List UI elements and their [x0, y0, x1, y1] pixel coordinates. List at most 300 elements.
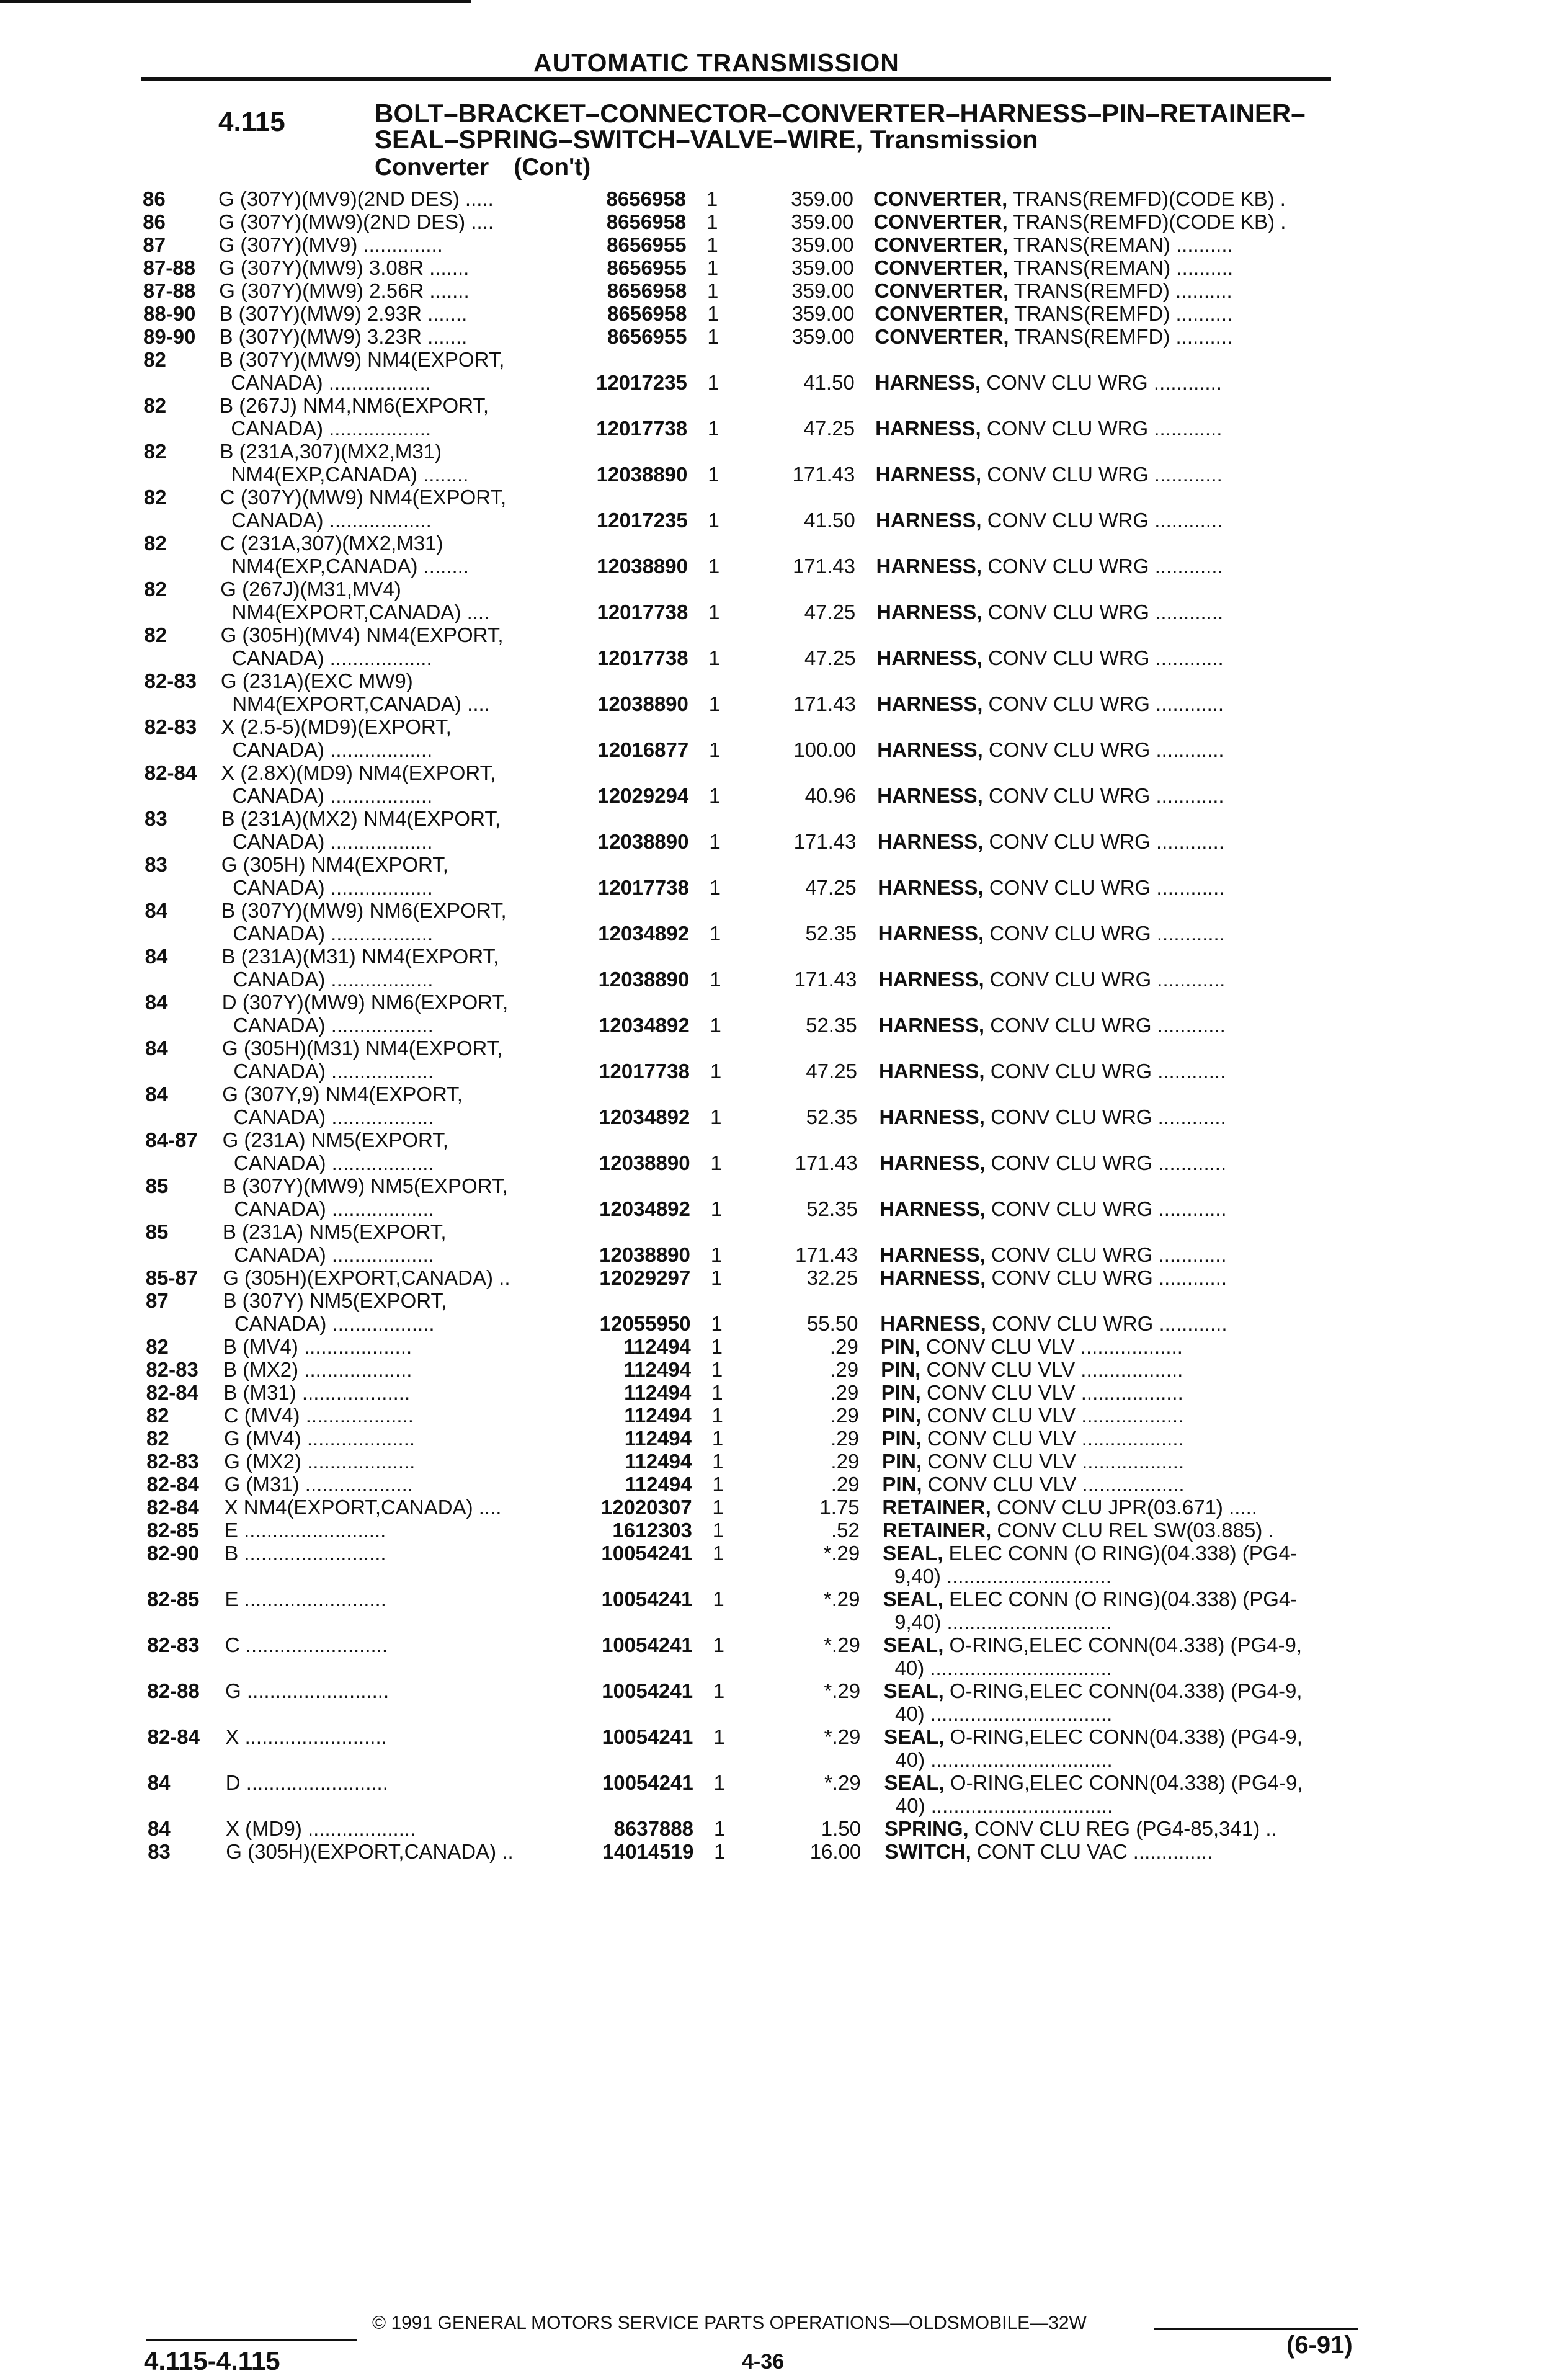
quantity: 1: [713, 1679, 725, 1702]
application-text: D (307Y)(MW9) NM6(EXPORT,: [221, 991, 509, 1014]
quantity: 1: [711, 1427, 724, 1450]
part-number: 10054241: [601, 1542, 693, 1565]
quantity: 1: [713, 1725, 725, 1748]
application-text: G (307Y)(MW9)(2ND DES) ....: [218, 210, 494, 233]
figure-number: 82: [146, 1404, 169, 1427]
part-name: PIN,: [881, 1381, 921, 1404]
part-name: HARNESS,: [875, 371, 981, 394]
quantity: 1: [711, 1404, 723, 1427]
part-number: 12029294: [597, 784, 689, 807]
figure-number: 87: [146, 1289, 169, 1312]
figure-number: 88-90: [143, 302, 196, 325]
part-name: HARNESS,: [879, 1151, 986, 1174]
part-name: RETAINER,: [882, 1519, 992, 1542]
section-title: BOLT–BRACKET–CONNECTOR–CONVERTER–HARNESS–PIN–RETAINER–SEAL–SPRING–SWITCH–VALVE–WIRE, Transmission: [375, 99, 1306, 154]
part-name: HARNESS,: [880, 1243, 986, 1266]
part-number: 8656958: [607, 302, 687, 325]
section-subtitle-text: Converter: [375, 154, 489, 181]
application-text: NM4(EXP,CANADA) ........: [220, 463, 469, 486]
part-name: SEAL,: [884, 1771, 945, 1794]
figure-number: 82: [146, 1427, 169, 1450]
list-price: 47.25: [803, 417, 855, 440]
part-description: HARNESS, CONV CLU WRG ............: [880, 1266, 1227, 1289]
list-price: 41.50: [803, 371, 855, 394]
list-price: *.29: [824, 1679, 861, 1702]
part-description: CONVERTER, TRANS(REMFD) ..........: [874, 279, 1232, 302]
quantity: 1: [709, 922, 721, 945]
part-name: HARNESS,: [878, 968, 984, 991]
part-description: 40) ................................: [883, 1656, 1112, 1679]
part-name: PIN,: [882, 1473, 922, 1496]
part-number: 12017738: [599, 1060, 690, 1083]
part-description: HARNESS, CONV CLU WRG ............: [879, 1060, 1226, 1083]
application-text: E .........................: [225, 1588, 386, 1610]
application-text: C (307Y)(MW9) NM4(EXPORT,: [220, 486, 507, 509]
list-price: 171.43: [793, 830, 857, 853]
part-number: 12034892: [599, 1105, 690, 1128]
list-price: 359.00: [791, 187, 853, 210]
part-number: 12038890: [597, 692, 688, 715]
application-text: CANADA) ..................: [219, 371, 431, 394]
list-price: 1.75: [819, 1496, 860, 1519]
figure-number: 82: [143, 486, 167, 509]
quantity: 1: [711, 1358, 723, 1381]
application-text: B (231A,307)(MX2,M31): [220, 440, 442, 463]
part-description: SPRING, CONV CLU REG (PG4-85,341) ..: [884, 1817, 1277, 1840]
application-text: CANADA) ..................: [222, 1197, 434, 1220]
part-name: HARNESS,: [880, 1312, 986, 1335]
part-name: HARNESS,: [880, 1266, 986, 1289]
part-number: 12020307: [600, 1496, 692, 1519]
list-price: *.29: [823, 1588, 860, 1610]
part-number: 112494: [624, 1381, 692, 1404]
quantity: 1: [711, 1312, 723, 1335]
quantity: 1: [709, 738, 721, 761]
application-text: CANADA) ..................: [221, 968, 434, 991]
quantity: 1: [708, 601, 720, 623]
footer-edition: (6-91): [1286, 2331, 1353, 2359]
page-title: AUTOMATIC TRANSMISSION: [533, 48, 899, 77]
part-description: PIN, CONV CLU VLV ..................: [882, 1473, 1185, 1496]
list-price: 40.96: [804, 784, 857, 807]
figure-number: 82: [144, 532, 167, 555]
application-text: CANADA) ..................: [220, 509, 432, 532]
figure-number: 84: [145, 945, 168, 968]
part-description: HARNESS, CONV CLU WRG ............: [875, 463, 1223, 486]
part-number: 8656958: [606, 210, 687, 233]
part-name: HARNESS,: [877, 784, 983, 807]
list-price: 171.43: [793, 692, 856, 715]
figure-number: 82-83: [144, 669, 197, 692]
part-number: 12017235: [596, 509, 688, 532]
application-text: CANADA) ..................: [222, 1243, 434, 1266]
quantity: 1: [706, 210, 718, 233]
quantity: 1: [706, 187, 718, 210]
part-description: 40) ................................: [884, 1794, 1113, 1817]
application-text: CANADA) ..................: [220, 646, 432, 669]
list-price: 359.00: [791, 233, 854, 256]
figure-number: 82-83: [144, 715, 197, 738]
footer-rule-left: [146, 2339, 357, 2341]
part-description: SEAL, O-RING,ELEC CONN(04.338) (PG4-9,: [883, 1633, 1303, 1656]
part-number: 12017235: [595, 371, 687, 394]
list-price: 171.43: [795, 1243, 858, 1266]
figure-number: 85-87: [145, 1266, 198, 1289]
part-name: PIN,: [881, 1404, 922, 1427]
figure-number: 82: [143, 348, 166, 371]
list-price: 100.00: [793, 738, 857, 761]
part-name: HARNESS,: [875, 417, 981, 440]
part-description: SEAL, O-RING,ELEC CONN(04.338) (PG4-9,: [883, 1679, 1303, 1702]
application-text: G (MV4) ...................: [224, 1427, 416, 1450]
part-name: SEAL,: [883, 1588, 943, 1610]
part-description: 40) ................................: [883, 1702, 1113, 1725]
part-number: 12038890: [598, 968, 690, 991]
part-name: HARNESS,: [877, 830, 984, 853]
part-description: HARNESS, CONV CLU WRG ............: [878, 876, 1225, 899]
list-price: 47.25: [806, 1060, 857, 1083]
part-number: 12038890: [599, 1243, 690, 1266]
part-description: HARNESS, CONV CLU WRG ............: [877, 738, 1224, 761]
list-price: .29: [831, 1427, 859, 1450]
figure-number: 85: [145, 1220, 169, 1243]
list-price: 171.43: [793, 555, 855, 578]
part-number: 12055950: [599, 1312, 691, 1335]
figure-number: 83: [145, 853, 167, 876]
part-number: 12029297: [599, 1266, 691, 1289]
list-price: 171.43: [792, 463, 855, 486]
figure-number: 85: [145, 1174, 169, 1197]
list-price: .29: [831, 1473, 860, 1496]
application-text: CANADA) ..................: [222, 1105, 434, 1128]
part-description: HARNESS, CONV CLU WRG ............: [878, 968, 1226, 991]
list-price: *.29: [824, 1633, 860, 1656]
part-name: HARNESS,: [878, 922, 984, 945]
figure-number: 82: [144, 578, 167, 601]
application-text: C (231A,307)(MX2,M31): [220, 532, 443, 555]
part-name: PIN,: [881, 1358, 921, 1381]
application-text: CANADA) ..................: [221, 830, 433, 853]
part-name: HARNESS,: [880, 1197, 986, 1220]
part-number: 12038890: [596, 463, 688, 486]
part-name: RETAINER,: [882, 1496, 991, 1519]
part-name: SEAL,: [883, 1542, 943, 1565]
part-number: 8656955: [607, 325, 687, 348]
figure-number: 83: [145, 807, 167, 830]
quantity: 1: [708, 692, 721, 715]
part-number: 112494: [623, 1335, 691, 1358]
application-text: B (M31) ...................: [223, 1381, 411, 1404]
quantity: 1: [708, 646, 720, 669]
part-name: SEAL,: [884, 1725, 945, 1748]
figure-number: 82-84: [147, 1725, 200, 1748]
quantity: 1: [712, 1473, 724, 1496]
part-description: CONVERTER, TRANS(REMFD)(CODE KB) .: [873, 210, 1286, 233]
application-text: X NM4(EXPORT,CANADA) ....: [224, 1496, 502, 1519]
figure-number: 89-90: [143, 325, 196, 348]
quantity: 1: [713, 1542, 724, 1565]
quantity: 1: [710, 968, 721, 991]
part-description: 9,40) .............................: [883, 1565, 1111, 1588]
quantity: 1: [710, 1014, 721, 1037]
part-name: SWITCH,: [884, 1840, 971, 1863]
list-price: 32.25: [806, 1266, 858, 1289]
part-description: HARNESS, CONV CLU WRG ............: [876, 555, 1223, 578]
part-description: PIN, CONV CLU VLV ..................: [881, 1404, 1184, 1427]
part-number: 12038890: [599, 1151, 690, 1174]
list-price: *.29: [824, 1771, 861, 1794]
part-description: HARNESS, CONV CLU WRG ............: [875, 417, 1223, 440]
part-number: 12034892: [598, 922, 690, 945]
part-description: HARNESS, CONV CLU WRG ............: [879, 1151, 1227, 1174]
list-price: .29: [830, 1358, 859, 1381]
quantity: 1: [712, 1450, 724, 1473]
page-number: 4-36: [742, 2350, 785, 2374]
part-description: PIN, CONV CLU VLV ..................: [881, 1381, 1183, 1404]
quantity: 1: [707, 279, 719, 302]
application-text: G (267J)(M31,MV4): [220, 578, 401, 601]
part-number: 12034892: [598, 1014, 690, 1037]
quantity: 1: [714, 1840, 726, 1863]
part-number: 12016877: [597, 738, 689, 761]
part-description: HARNESS, CONV CLU WRG ............: [880, 1243, 1227, 1266]
part-description: CONVERTER, TRANS(REMAN) ..........: [873, 233, 1233, 256]
figure-number: 84: [148, 1817, 171, 1840]
part-name: HARNESS,: [875, 463, 982, 486]
part-name: CONVERTER,: [875, 325, 1009, 348]
application-text: G (305H)(EXPORT,CANADA) ..: [223, 1266, 510, 1289]
part-description: RETAINER, CONV CLU REL SW(03.885) .: [882, 1519, 1274, 1542]
application-text: CANADA) ..................: [221, 1014, 434, 1037]
part-name: CONVERTER,: [874, 256, 1009, 279]
part-name: HARNESS,: [876, 601, 982, 623]
application-text: G (231A)(EXC MW9): [220, 669, 413, 692]
figure-number: 83: [148, 1840, 171, 1863]
application-text: G (MX2) ...................: [224, 1450, 416, 1473]
part-number: 112494: [624, 1450, 692, 1473]
quantity: 1: [709, 784, 721, 807]
section-number: 4.115: [218, 107, 285, 137]
application-text: B (307Y) NM5(EXPORT,: [223, 1289, 447, 1312]
application-text: G (307Y)(MW9) 3.08R .......: [218, 256, 470, 279]
quantity: 1: [707, 417, 719, 440]
application-text: X .........................: [225, 1725, 387, 1748]
part-description: SEAL, O-RING,ELEC CONN(04.338) (PG4-9,: [884, 1725, 1303, 1748]
figure-number: 82: [143, 440, 167, 463]
part-name: PIN,: [881, 1427, 922, 1450]
application-text: CANADA) ..................: [221, 784, 433, 807]
part-number: 12038890: [597, 555, 688, 578]
list-price: 359.00: [791, 279, 855, 302]
application-text: G (231A) NM5(EXPORT,: [222, 1128, 448, 1151]
application-text: X (2.8X)(MD9) NM4(EXPORT,: [221, 761, 496, 784]
application-text: B (307Y)(MW9) NM5(EXPORT,: [222, 1174, 508, 1197]
application-text: CANADA) ..................: [220, 417, 432, 440]
figure-number: 82-84: [146, 1473, 199, 1496]
figure-number: 87-88: [143, 256, 195, 279]
application-text: B (307Y)(MW9) NM6(EXPORT,: [221, 899, 507, 922]
list-price: 41.50: [804, 509, 855, 532]
application-text: B (MX2) ...................: [223, 1358, 412, 1381]
quantity: 1: [713, 1817, 726, 1840]
figure-number: 84: [145, 899, 168, 922]
part-description: HARNESS, CONV CLU WRG ............: [877, 830, 1224, 853]
list-price: *.29: [824, 1725, 861, 1748]
quantity: 1: [706, 256, 719, 279]
quantity: 1: [711, 1266, 723, 1289]
application-text: B (MV4) ...................: [223, 1335, 412, 1358]
part-number: 14014519: [602, 1840, 694, 1863]
part-name: CONVERTER,: [873, 187, 1008, 210]
figure-number: 84: [145, 1037, 168, 1060]
figure-number: 82-90: [146, 1542, 200, 1565]
list-price: 16.00: [809, 1840, 862, 1863]
part-name: HARNESS,: [876, 555, 982, 578]
part-name: SEAL,: [883, 1633, 944, 1656]
application-text: G (M31) ...................: [224, 1473, 413, 1496]
application-text: CANADA) ..................: [222, 1060, 434, 1083]
application-text: CANADA) ..................: [221, 738, 433, 761]
list-price: 47.25: [804, 646, 856, 669]
figure-number: 84: [145, 991, 168, 1014]
list-price: 52.35: [805, 922, 857, 945]
list-price: *.29: [823, 1542, 860, 1565]
part-number: 10054241: [602, 1725, 693, 1748]
part-number: 12034892: [599, 1197, 690, 1220]
list-price: 52.35: [806, 1197, 858, 1220]
part-description: HARNESS, CONV CLU WRG ............: [877, 784, 1224, 807]
application-text: G (307Y)(MW9) 2.56R .......: [219, 279, 470, 302]
application-text: E .........................: [224, 1519, 386, 1542]
application-text: B (307Y)(MW9) 2.93R .......: [219, 302, 468, 325]
list-price: 55.50: [806, 1312, 858, 1335]
quantity: 1: [713, 1633, 724, 1656]
quantity: 1: [708, 509, 719, 532]
figure-number: 82-88: [147, 1679, 200, 1702]
list-price: 47.25: [804, 601, 856, 623]
application-text: B (231A)(M31) NM4(EXPORT,: [221, 945, 499, 968]
part-description: CONVERTER, TRANS(REMFD) ..........: [875, 302, 1233, 325]
part-description: HARNESS, CONV CLU WRG ............: [880, 1312, 1227, 1335]
application-text: CANADA) ..................: [223, 1312, 435, 1335]
part-name: HARNESS,: [878, 1014, 985, 1037]
continued-label: (Con't): [514, 154, 591, 181]
part-description: HARNESS, CONV CLU WRG ............: [876, 692, 1224, 715]
figure-number: 87-88: [143, 279, 196, 302]
application-text: G (307Y,9) NM4(EXPORT,: [222, 1083, 463, 1105]
part-description: 9,40) .............................: [883, 1610, 1112, 1633]
list-price: 52.35: [806, 1105, 858, 1128]
part-description: PIN, CONV CLU VLV ..................: [881, 1427, 1184, 1450]
part-number: 10054241: [601, 1588, 693, 1610]
part-description: HARNESS, CONV CLU WRG ............: [878, 922, 1225, 945]
application-text: B (307Y)(MW9) NM4(EXPORT,: [219, 348, 505, 371]
figure-number: 82-84: [146, 1496, 199, 1519]
part-number: 12017738: [597, 876, 689, 899]
part-description: SWITCH, CONT CLU VAC ..............: [884, 1840, 1213, 1863]
footer-index: 4.115-4.115: [144, 2346, 280, 2375]
application-text: NM4(EXPORT,CANADA) ....: [220, 601, 490, 623]
part-description: HARNESS, CONV CLU WRG ............: [878, 1014, 1226, 1037]
figure-number: 82-85: [147, 1588, 200, 1610]
part-number: 12017738: [597, 646, 688, 669]
application-text: G (305H)(MV4) NM4(EXPORT,: [220, 623, 504, 646]
part-number: 8656958: [606, 187, 686, 210]
part-name: PIN,: [880, 1335, 920, 1358]
part-description: HARNESS, CONV CLU WRG ............: [879, 1105, 1226, 1128]
application-text: G (307Y)(MV9) ..............: [218, 233, 443, 256]
part-number: 12017738: [596, 417, 688, 440]
list-price: .52: [831, 1519, 860, 1542]
part-name: PIN,: [881, 1450, 922, 1473]
application-text: B (231A) NM5(EXPORT,: [222, 1220, 447, 1243]
figure-number: 82-83: [147, 1633, 200, 1656]
quantity: 1: [710, 1105, 722, 1128]
part-name: HARNESS,: [878, 876, 984, 899]
quantity: 1: [713, 1588, 724, 1610]
part-name: HARNESS,: [879, 1105, 985, 1128]
quantity: 1: [708, 555, 720, 578]
part-number: 112494: [623, 1358, 692, 1381]
part-description: HARNESS, CONV CLU WRG ............: [876, 601, 1224, 623]
list-price: 47.25: [805, 876, 857, 899]
application-text: C (MV4) ...................: [223, 1404, 414, 1427]
part-description: HARNESS, CONV CLU WRG ............: [876, 646, 1224, 669]
part-description: SEAL, O-RING,ELEC CONN(04.338) (PG4-9,: [884, 1771, 1303, 1794]
part-name: SEAL,: [883, 1679, 944, 1702]
quantity: 1: [709, 876, 721, 899]
part-name: CONVERTER,: [875, 302, 1009, 325]
quantity: 1: [708, 463, 719, 486]
application-text: D .........................: [225, 1771, 388, 1794]
part-number: 10054241: [602, 1679, 693, 1702]
part-description: CONVERTER, TRANS(REMFD)(CODE KB) .: [873, 187, 1286, 210]
part-name: HARNESS,: [879, 1060, 985, 1083]
part-number: 112494: [624, 1404, 692, 1427]
quantity: 1: [710, 1151, 722, 1174]
part-name: CONVERTER,: [874, 279, 1009, 302]
application-text: G (305H)(EXPORT,CANADA) ..: [226, 1840, 514, 1863]
part-description: RETAINER, CONV CLU JPR(03.671) .....: [882, 1496, 1257, 1519]
part-name: HARNESS,: [876, 646, 982, 669]
figure-number: 84: [145, 1083, 168, 1105]
part-number: 12038890: [597, 830, 689, 853]
part-description: PIN, CONV CLU VLV ..................: [881, 1450, 1185, 1473]
list-price: 359.00: [791, 256, 854, 279]
footer-copyright: © 1991 GENERAL MOTORS SERVICE PARTS OPERATIONS—OLDSMOBILE—32W: [372, 2313, 1087, 2333]
part-description: SEAL, ELEC CONN (O RING)(04.338) (PG4-: [883, 1588, 1298, 1610]
quantity: 1: [712, 1496, 724, 1519]
figure-number: 82-84: [144, 761, 197, 784]
part-number: 1612303: [612, 1519, 692, 1542]
quantity: 1: [711, 1335, 723, 1358]
part-description: SEAL, ELEC CONN (O RING)(04.338) (PG4-: [883, 1542, 1297, 1565]
part-number: 10054241: [601, 1633, 693, 1656]
quantity: 1: [710, 1060, 722, 1083]
part-name: CONVERTER,: [873, 233, 1009, 256]
quantity: 1: [707, 325, 719, 348]
figure-number: 84-87: [145, 1128, 198, 1151]
part-description: CONVERTER, TRANS(REMFD) ..........: [875, 325, 1233, 348]
application-text: G (307Y)(MV9)(2ND DES) .....: [218, 187, 494, 210]
application-text: CANADA) ..................: [221, 922, 434, 945]
list-price: .29: [831, 1450, 860, 1473]
list-price: 52.35: [806, 1014, 857, 1037]
part-description: 40) ................................: [884, 1748, 1113, 1771]
application-text: G .........................: [225, 1679, 390, 1702]
footer-rule-right: [1154, 2328, 1358, 2330]
application-text: X (MD9) ...................: [226, 1817, 416, 1840]
